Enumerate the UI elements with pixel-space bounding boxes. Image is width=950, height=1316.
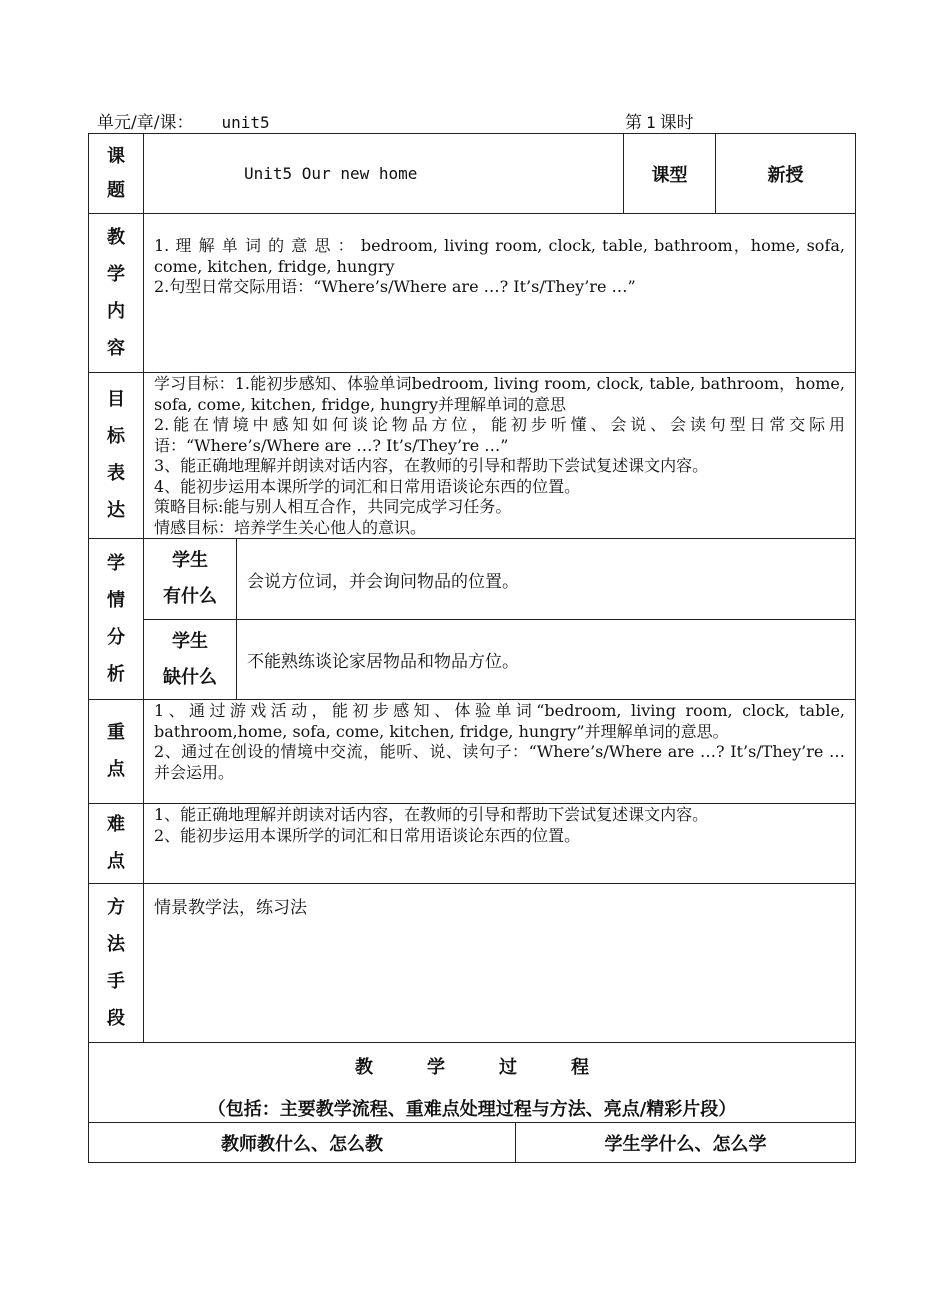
document-header [97,108,857,132]
have-label-cell [143,538,237,620]
goals-value-cell [143,372,856,539]
methods-label-char: 段 [107,1007,125,1029]
methods-value: 情景教学法，练习法 [154,898,307,918]
content-label-char: 容 [107,337,125,359]
process-title: 教 学 过 程 [355,1057,589,1078]
lack-label-line: 学生 [172,630,208,652]
content-label-cell [88,213,144,373]
type-value: 新授 [767,164,804,186]
student-column-label: 学生学什么、怎么学 [604,1133,767,1155]
content-label-char: 教 [107,226,125,248]
goals-label-char: 目 [107,389,125,410]
student-column-header [515,1122,856,1163]
goal-line: 学习目标：1.能初步感知、体验单词bedroom, living room, clock, table, bathroom，home, sofa, come, kitchen, fridge, hungry并理解单词的意思 [154,374,845,414]
key-line: 1、通过游戏活动，能初步感知、体验单词“bedroom, living room, clock, table, bathroom,home, sofa, come, kitchen, fridge, hungry”并理解单词的意思。 [154,701,845,741]
type-label-cell [623,133,716,214]
lack-value-cell [236,619,856,700]
goals-label-char: 达 [107,500,125,521]
difficulty-line: 1、能正确地理解并朗读对话内容，在教师的引导和帮助下尝试复述课文内容。 [154,805,709,824]
title-label-cell [88,133,144,214]
key-label-char: 点 [107,759,125,780]
lack-value: 不能熟练谈论家居物品和物品方位。 [247,652,519,672]
process-subtitle: （包括：主要教学流程、重难点处理过程与方法、亮点/精彩片段） [207,1099,737,1120]
difficulty-label-char: 难 [107,814,125,835]
analysis-label-char: 分 [107,626,125,648]
analysis-label-char: 情 [107,589,125,611]
period-suffix: 课时 [659,113,694,133]
goal-line: 策略目标:能与别人相互合作，共同完成学习任务。 [154,497,512,516]
process-header-cell [88,1042,856,1123]
difficulty-label-cell [88,803,144,884]
have-label-line: 有什么 [163,586,217,607]
lack-label-line: 缺什么 [163,666,217,688]
type-value-cell [715,133,856,214]
content-line: 2.句型日常交际用语：“Where’s/Where are …? It’s/They’re …” [154,277,636,296]
goal-line: 情感目标：培养学生关心他人的意识。 [154,517,427,537]
have-value: 会说方位词，并会询问物品的位置。 [247,571,519,592]
unit-field [97,108,270,133]
title-label-char: 题 [107,179,125,201]
goals-label-char: 表 [107,463,125,484]
unit-value: unit5 [221,113,270,132]
content-label-char: 学 [107,263,125,285]
key-line: 2、通过在创设的情境中交流，能听、说、读句子：“Where’s/Where are …? It’s/They’re …并会运用。 [154,742,845,782]
lack-label-cell [143,619,237,700]
have-value-cell [236,538,856,620]
title-label-char: 课 [107,145,125,167]
methods-label-char: 方 [107,896,125,918]
analysis-label-cell [88,538,144,700]
methods-label-cell [88,883,144,1043]
content-value-cell [143,213,856,373]
difficulty-value-cell [143,803,856,884]
analysis-label-char: 学 [107,552,125,574]
type-label: 课型 [651,164,688,186]
difficulty-label-char: 点 [107,851,125,872]
methods-label-char: 法 [107,933,125,955]
goals-label-cell [88,372,144,539]
goal-line: 3、能正确地理解并朗读对话内容，在教师的引导和帮助下尝试复述课文内容。 [154,456,709,475]
title-value-cell [143,133,624,214]
goal-line: 2.能在情境中感知如何谈论物品方位，能初步听懂、会说、会读句型日常交际用语：“Where’s/Where are …? It’s/They’re …” [154,415,845,455]
content-line: 1. 理 解 单 词 的 意 思 ： bedroom, living room, clock, table, bathroom，home, sofa, come, kitchen, fridge, hungry [154,236,845,276]
key-label-cell [88,699,144,804]
key-value-cell [143,699,856,804]
analysis-label-char: 析 [107,663,125,685]
period-prefix: 第 [625,113,642,133]
teacher-column-header [88,1122,516,1163]
goal-line: 4、能初步运用本课所学的词汇和日常用语谈论东西的位置。 [154,476,581,496]
unit-label: 单元/章/课： [97,113,194,133]
period-number: 1 [646,113,656,132]
period-field [625,108,694,133]
content-label-char: 内 [107,300,125,322]
lesson-title: Unit5 Our new home [244,164,418,183]
key-label-char: 重 [107,722,125,743]
methods-value-cell [143,883,856,1043]
goals-label-char: 标 [107,426,125,447]
difficulty-line: 2、能初步运用本课所学的词汇和日常用语谈论东西的位置。 [154,825,581,845]
have-label-line: 学生 [172,550,208,571]
teacher-column-label: 教师教什么、怎么教 [221,1133,383,1155]
methods-label-char: 手 [107,970,125,992]
